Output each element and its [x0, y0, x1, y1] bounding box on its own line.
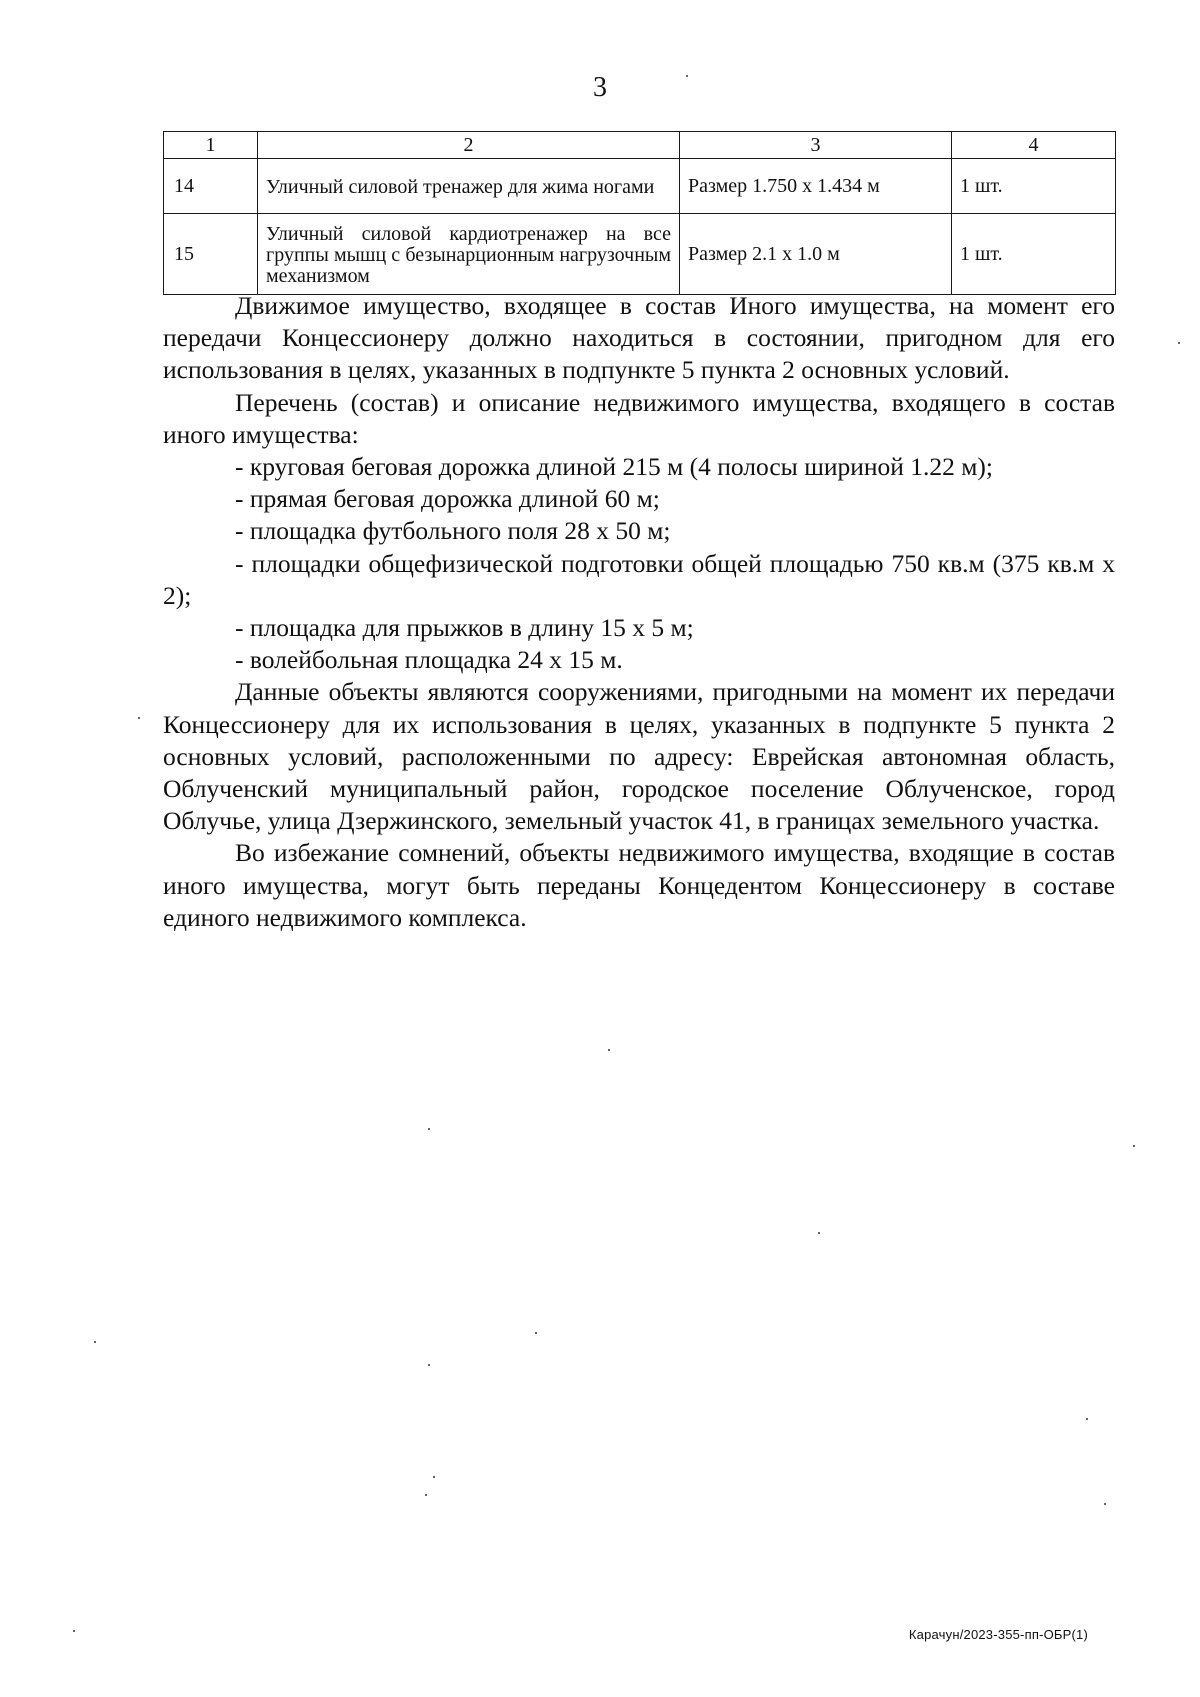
- scan-speck: [1086, 1418, 1088, 1420]
- scan-speck: [425, 1494, 427, 1496]
- document-body: [163, 290, 1115, 934]
- table-row: [164, 214, 1116, 295]
- list-item: - волейбольная площадка 24 х 15 м.: [235, 645, 623, 675]
- column-header: 1: [164, 132, 258, 159]
- list-item: - площадки общефизической подготовки общей площадью 750 кв.м (375 кв.м х 2);: [163, 548, 1115, 610]
- scan-speck: [686, 75, 688, 77]
- paragraph-movable-property: Движимое имущество, входящее в состав Иного имущества, на момент его передачи Концессионеру должно находиться в состоянии, пригодном для его использования в целях, указанных в подпункте 5 пункта 2 основных условий.: [163, 291, 1115, 385]
- scan-speck: [428, 1364, 430, 1366]
- row-number: 14: [164, 159, 258, 214]
- item-spec: Размер 2.1 х 1.0 м: [680, 214, 952, 295]
- item-spec: Размер 1.750 х 1.434 м: [680, 159, 952, 214]
- list-item: - площадка футбольного поля 28 х 50 м;: [235, 516, 671, 546]
- scan-speck: [138, 717, 140, 719]
- table-row: [164, 159, 1116, 214]
- column-header: 3: [680, 132, 952, 159]
- list-item: - круговая беговая дорожка длиной 215 м (4 полосы шириной 1.22 м);: [235, 452, 994, 482]
- item-quantity: 1 шт.: [952, 159, 1116, 214]
- column-header: 4: [952, 132, 1116, 159]
- scan-speck: [535, 1332, 537, 1334]
- document-code: Карачун/2023-355-пп-ОБР(1): [908, 1627, 1088, 1642]
- paragraph-objects-description: Данные объекты являются сооружениями, пригодными на момент их передачи Концессионеру для их использования в целях, указанных в подпункте 5 пункта 2 основных условий, расположенными по адресу: Еврейская автономная область, Облученский муниципальный район, городское поселение Облученское, город Облучье, улица Дзержинского, земельный участок 41, в границах земельного участка.: [163, 677, 1115, 836]
- row-number: 15: [164, 214, 258, 295]
- column-header: 2: [258, 132, 680, 159]
- table-header-row: [164, 132, 1116, 159]
- paragraph-list-intro: Перечень (состав) и описание недвижимого имущества, входящего в состав иного имущества:: [163, 387, 1115, 449]
- scan-speck: [428, 1128, 430, 1130]
- scan-speck: [608, 1049, 610, 1051]
- list-item: - площадка для прыжков в длину 15 х 5 м;: [235, 613, 694, 643]
- list-item: - прямая беговая дорожка длиной 60 м;: [235, 484, 660, 514]
- scan-speck: [94, 1341, 96, 1343]
- scan-speck: [1133, 1145, 1135, 1147]
- scan-speck: [433, 1476, 435, 1478]
- scan-speck: [818, 1232, 820, 1234]
- scan-speck: [1178, 342, 1180, 344]
- item-name: Уличный силовой кардиотренажер на все группы мышц с безынарционным нагрузочным механизмом: [258, 214, 680, 295]
- scan-speck: [73, 1630, 75, 1632]
- item-name: Уличный силовой тренажер для жима ногами: [258, 159, 680, 214]
- property-table: [163, 131, 1116, 295]
- page-number: 3: [593, 72, 607, 103]
- item-quantity: 1 шт.: [952, 214, 1116, 295]
- scan-speck: [1104, 1503, 1106, 1505]
- paragraph-complex-clause: Во избежание сомнений, объекты недвижимого имущества, входящие в состав иного имущества, могут быть переданы Концедентом Концессионеру в составе единого недвижимого комплекса.: [163, 838, 1115, 932]
